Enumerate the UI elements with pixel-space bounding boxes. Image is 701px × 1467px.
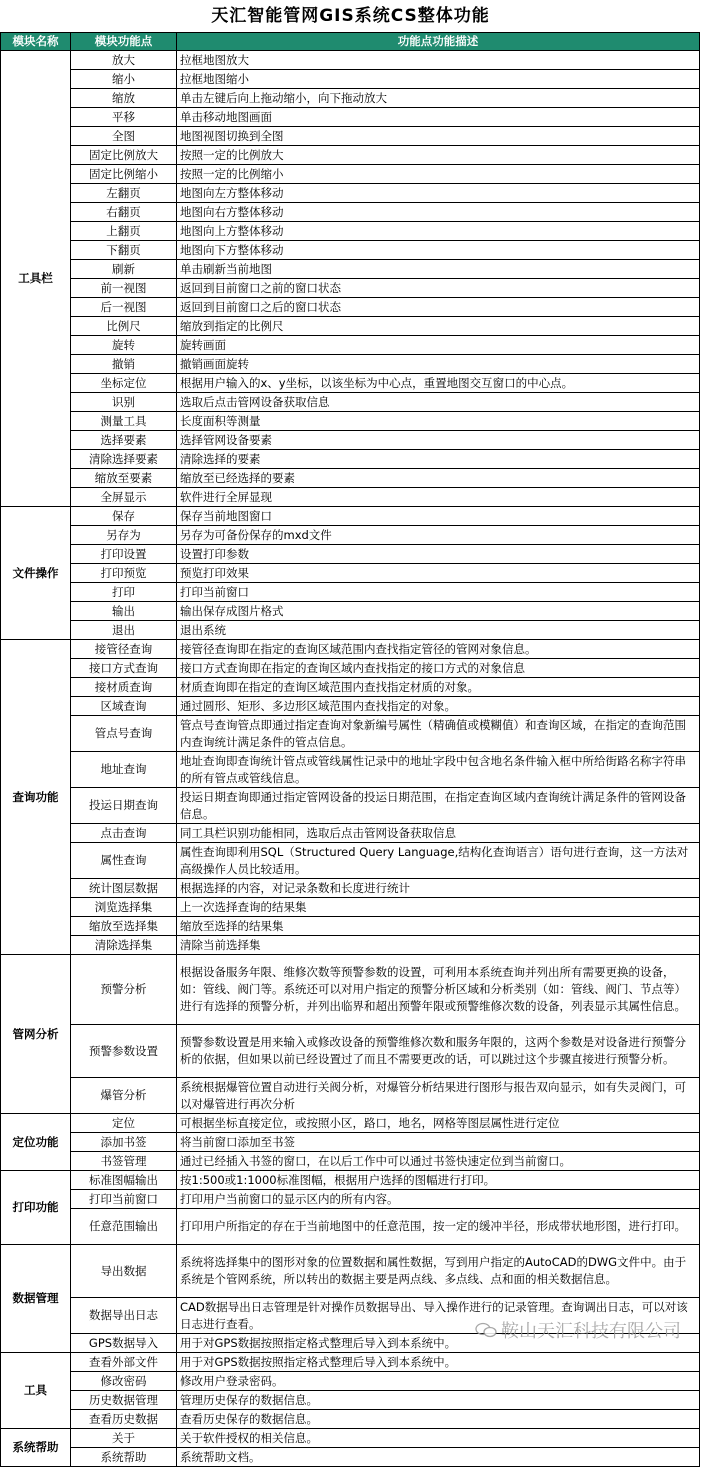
table-row	[1, 1152, 700, 1171]
function-description-cell: 返回到目前窗口之后的窗口状态	[177, 298, 700, 317]
function-point-cell: 比例尺	[71, 317, 177, 336]
header-function: 模块功能点	[71, 33, 177, 51]
table-row	[1, 89, 700, 108]
function-description-cell: 返回到目前窗口之前的窗口状态	[177, 279, 700, 298]
table-row	[1, 824, 700, 843]
function-description-cell: 地图向左方整体移动	[177, 184, 700, 203]
function-point-cell: 打印设置	[71, 545, 177, 564]
function-description-cell: 管点号查询管点即通过指定查询对象新编号属性（精确值或模糊值）和查询区域，在指定的查询范围内查询统计满足条件的管点信息。	[177, 716, 700, 752]
function-description-cell: 缩放至选择的结果集	[177, 917, 700, 936]
function-point-cell: 数据导出日志	[71, 1298, 177, 1334]
function-point-cell: 平移	[71, 108, 177, 127]
function-point-cell: 区域查询	[71, 697, 177, 716]
function-description-cell: 可根据坐标直接定位，或按照小区，路口，地名，网格等图层属性进行定位	[177, 1114, 700, 1133]
function-description-cell: 地图向上方整体移动	[177, 222, 700, 241]
function-description-cell: 同工具栏识别功能相同，选取后点击管网设备获取信息	[177, 824, 700, 843]
module-name-cell: 工具	[1, 1353, 71, 1429]
function-point-cell: 后一视图	[71, 298, 177, 317]
module-name-cell: 打印功能	[1, 1171, 71, 1245]
table-row	[1, 393, 700, 412]
function-description-cell: 拉框地图缩小	[177, 70, 700, 89]
module-name-cell: 工具栏	[1, 51, 71, 507]
function-description-cell: 按照一定的比例放大	[177, 146, 700, 165]
function-description-cell: 上一次选择查询的结果集	[177, 898, 700, 917]
function-description-cell: 预览打印效果	[177, 564, 700, 583]
function-point-cell: 预警分析	[71, 955, 177, 1025]
function-description-cell: 保存当前地图窗口	[177, 507, 700, 526]
function-point-cell: 前一视图	[71, 279, 177, 298]
function-description-cell: 系统帮助文档。	[177, 1448, 700, 1467]
function-point-cell: 点击查询	[71, 824, 177, 843]
function-description-cell: 长度面积等测量	[177, 412, 700, 431]
function-point-cell: 接材质查询	[71, 678, 177, 697]
function-description-cell: 选取后点击管网设备获取信息	[177, 393, 700, 412]
function-point-cell: 撤销	[71, 355, 177, 374]
function-point-cell: 系统帮助	[71, 1448, 177, 1467]
function-description-cell: 通过已经插入书签的窗口，在以后工作中可以通过书签快速定位到当前窗口。	[177, 1152, 700, 1171]
function-point-cell: 打印预览	[71, 564, 177, 583]
table-row	[1, 583, 700, 602]
function-description-cell: 接口方式查询即在指定的查询区域内查找指定的接口方式的对象信息	[177, 659, 700, 678]
function-point-cell: 统计图层数据	[71, 879, 177, 898]
table-row	[1, 431, 700, 450]
function-point-cell: 下翻页	[71, 241, 177, 260]
table-row	[1, 917, 700, 936]
table-row	[1, 640, 700, 659]
table-row	[1, 621, 700, 640]
table-row	[1, 752, 700, 788]
table-row	[1, 564, 700, 583]
table-row	[1, 241, 700, 260]
function-description-cell: 接管径查询即在指定的查询区域范围内查找指定管径的管网对象信息。	[177, 640, 700, 659]
function-description-cell: 拉框地图放大	[177, 51, 700, 70]
function-description-cell: 撤销画面旋转	[177, 355, 700, 374]
table-row	[1, 659, 700, 678]
function-point-cell: 全屏显示	[71, 488, 177, 507]
function-point-cell: 历史数据管理	[71, 1391, 177, 1410]
function-point-cell: 书签管理	[71, 1152, 177, 1171]
function-point-cell: 投运日期查询	[71, 788, 177, 824]
function-description-cell: 投运日期查询即通过指定管网设备的投运日期范围，在指定查询区域内查询统计满足条件的管网设备信息。	[177, 788, 700, 824]
table-row	[1, 1209, 700, 1245]
function-description-cell: 用于对GPS数据按照指定格式整理后导入到本系统中。	[177, 1334, 700, 1353]
table-row	[1, 716, 700, 752]
function-description-cell: 单击刷新当前地图	[177, 260, 700, 279]
module-name-cell: 数据管理	[1, 1245, 71, 1353]
table-row	[1, 1133, 700, 1152]
function-point-cell: 旋转	[71, 336, 177, 355]
function-description-cell: 地图视图切换到全图	[177, 127, 700, 146]
function-description-cell: 按1:500或1:1000标准图幅，根据用户选择的图幅进行打印。	[177, 1171, 700, 1190]
table-row	[1, 697, 700, 716]
table-row	[1, 1078, 700, 1114]
table-row	[1, 843, 700, 879]
table-row	[1, 1372, 700, 1391]
function-description-cell: 根据选择的内容，对记录条数和长度进行统计	[177, 879, 700, 898]
function-description-cell: 退出系统	[177, 621, 700, 640]
function-description-cell: 清除当前选择集	[177, 936, 700, 955]
table-row	[1, 936, 700, 955]
function-description-cell: 设置打印参数	[177, 545, 700, 564]
function-description-cell: 管理历史保存的数据信息。	[177, 1391, 700, 1410]
function-point-cell: 坐标定位	[71, 374, 177, 393]
function-description-cell: 将当前窗口添加至书签	[177, 1133, 700, 1152]
table-row	[1, 70, 700, 89]
table-row	[1, 788, 700, 824]
function-point-cell: 缩放	[71, 89, 177, 108]
table-row	[1, 374, 700, 393]
table-row	[1, 526, 700, 545]
table-row	[1, 184, 700, 203]
function-point-cell: 属性查询	[71, 843, 177, 879]
feature-table	[0, 32, 700, 1467]
function-description-cell: 旋转画面	[177, 336, 700, 355]
function-point-cell: 接管径查询	[71, 640, 177, 659]
function-point-cell: 定位	[71, 1114, 177, 1133]
table-row	[1, 279, 700, 298]
function-description-cell: 软件进行全屏显现	[177, 488, 700, 507]
function-description-cell: 根据设备服务年限、维修次数等预警参数的设置，可利用本系统查询并列出所有需要更换的设备，如：管线、阀门等。系统还可以对用户指定的预警分析区域和分析类别（如：管线、阀门、节点等）进行有选择的预警分析，并列出临界和超出预警年限或预警维修次数的设备，列表显示其属性信息。	[177, 955, 700, 1025]
function-description-cell: 查看历史保存的数据信息。	[177, 1410, 700, 1429]
module-name-cell: 查询功能	[1, 640, 71, 955]
function-description-cell: 修改用户登录密码。	[177, 1372, 700, 1391]
table-row	[1, 879, 700, 898]
table-row	[1, 955, 700, 1025]
table-row	[1, 108, 700, 127]
function-description-cell: 单击左键后向上拖动缩小，向下拖动放大	[177, 89, 700, 108]
table-row	[1, 260, 700, 279]
function-point-cell: 清除选择要素	[71, 450, 177, 469]
module-name-cell: 文件操作	[1, 507, 71, 640]
function-description-cell: 通过圆形、矩形、多边形区域范围内查找指定的对象。	[177, 697, 700, 716]
function-point-cell: 固定比例放大	[71, 146, 177, 165]
table-row	[1, 1190, 700, 1209]
function-point-cell: 保存	[71, 507, 177, 526]
function-point-cell: 识别	[71, 393, 177, 412]
function-point-cell: 任意范围输出	[71, 1209, 177, 1245]
function-point-cell: 预警参数设置	[71, 1025, 177, 1078]
function-point-cell: 清除选择集	[71, 936, 177, 955]
module-name-cell: 管网分析	[1, 955, 71, 1114]
function-description-cell: 材质查询即在指定的查询区域范围内查找指定材质的对象。	[177, 678, 700, 697]
function-point-cell: 查看历史数据	[71, 1410, 177, 1429]
function-point-cell: GPS数据导入	[71, 1334, 177, 1353]
table-row	[1, 469, 700, 488]
function-description-cell: 另存为可备份保存的mxd文件	[177, 526, 700, 545]
watermark-text: 鞍山天汇科技有限公司	[501, 1321, 681, 1342]
table-row	[1, 51, 700, 70]
table-row	[1, 336, 700, 355]
function-description-cell: 缩放至已经选择的要素	[177, 469, 700, 488]
table-row	[1, 602, 700, 621]
table-row	[1, 127, 700, 146]
table-row	[1, 678, 700, 697]
table-row	[1, 1171, 700, 1190]
table-row	[1, 450, 700, 469]
function-point-cell: 放大	[71, 51, 177, 70]
table-row	[1, 507, 700, 526]
table-row	[1, 222, 700, 241]
table-row	[1, 1448, 700, 1467]
chat-bubble-icon	[475, 1322, 497, 1338]
function-point-cell: 左翻页	[71, 184, 177, 203]
function-description-cell: 选择管网设备要素	[177, 431, 700, 450]
function-point-cell: 全图	[71, 127, 177, 146]
function-description-cell: 系统将选择集中的图形对象的位置数据和属性数据，写到用户指定的AutoCAD的DWG文件中。由于系统是个管网系统，所以转出的数据主要是两点线、多点线、点和面的相关数据信息。	[177, 1245, 700, 1298]
function-point-cell: 退出	[71, 621, 177, 640]
table-body	[1, 51, 700, 1467]
function-point-cell: 查看外部文件	[71, 1353, 177, 1372]
page-title: 天汇智能管网GIS系统CS整体功能	[211, 6, 490, 26]
function-description-cell: 缩放到指定的比例尺	[177, 317, 700, 336]
header-description: 功能点功能描述	[177, 33, 700, 51]
table-row	[1, 1410, 700, 1429]
function-description-cell: 预警参数设置是用来输入或修改设备的预警维修次数和服务年限的，这两个参数是对设备进行预警分析的依据，但如果以前已经设置过了而且不需要更改的话，可以跳过这个步骤直接进行预警分析。	[177, 1025, 700, 1078]
function-point-cell: 选择要素	[71, 431, 177, 450]
function-point-cell: 另存为	[71, 526, 177, 545]
function-point-cell: 修改密码	[71, 1372, 177, 1391]
table-row	[1, 412, 700, 431]
function-description-cell: 地图向下方整体移动	[177, 241, 700, 260]
function-point-cell: 管点号查询	[71, 716, 177, 752]
watermark	[475, 1317, 681, 1343]
function-point-cell: 测量工具	[71, 412, 177, 431]
function-point-cell: 打印当前窗口	[71, 1190, 177, 1209]
module-name-cell: 定位功能	[1, 1114, 71, 1171]
function-description-cell: 按照一定的比例缩小	[177, 165, 700, 184]
table-row	[1, 1391, 700, 1410]
function-description-cell: 输出保存成图片格式	[177, 602, 700, 621]
function-description-cell: 属性查询即利用SQL（Structured Query Language,结构化查询语言）语句进行查询，这一方法对高级操作人员比较适用。	[177, 843, 700, 879]
function-point-cell: 打印	[71, 583, 177, 602]
function-description-cell: 打印用户所指定的存在于当前地图中的任意范围，按一定的缓冲半径，形成带状地形图，进行打印。	[177, 1209, 700, 1245]
header-module: 模块名称	[1, 33, 71, 51]
table-row	[1, 203, 700, 222]
function-point-cell: 固定比例缩小	[71, 165, 177, 184]
function-point-cell: 添加书签	[71, 1133, 177, 1152]
function-description-cell: CAD数据导出日志管理是针对操作员数据导出、导入操作进行的记录管理。查询调出日志，可以对该日志进行查看。	[177, 1298, 700, 1334]
function-point-cell: 导出数据	[71, 1245, 177, 1298]
function-point-cell: 右翻页	[71, 203, 177, 222]
function-description-cell: 地址查询即查询统计管点或管线属性记录中的地址字段中包含地名条件输入框中所给街路名称字符串的所有管点或管线信息。	[177, 752, 700, 788]
table-row	[1, 298, 700, 317]
function-point-cell: 缩小	[71, 70, 177, 89]
table-row	[1, 146, 700, 165]
function-point-cell: 缩放至要素	[71, 469, 177, 488]
function-description-cell: 根据用户输入的x、y坐标，以该坐标为中心点，重置地图交互窗口的中心点。	[177, 374, 700, 393]
function-description-cell: 清除选择的要素	[177, 450, 700, 469]
function-point-cell: 爆管分析	[71, 1078, 177, 1114]
function-point-cell: 地址查询	[71, 752, 177, 788]
function-description-cell: 打印用户当前窗口的显示区内的所有内容。	[177, 1190, 700, 1209]
header-row	[1, 33, 700, 51]
table-row	[1, 1353, 700, 1372]
table-row	[1, 1429, 700, 1448]
table-row	[1, 1245, 700, 1298]
table-row	[1, 1025, 700, 1078]
function-description-cell: 系统根据爆管位置自动进行关阀分析，对爆管分析结果进行图形与报告双向显示，如有失灵阀门，可以对爆管进行再次分析	[177, 1078, 700, 1114]
function-description-cell: 单击移动地图画面	[177, 108, 700, 127]
function-point-cell: 刷新	[71, 260, 177, 279]
function-description-cell: 用于对GPS数据按照指定格式整理后导入到本系统中。	[177, 1353, 700, 1372]
function-point-cell: 缩放至选择集	[71, 917, 177, 936]
function-point-cell: 浏览选择集	[71, 898, 177, 917]
table-row	[1, 898, 700, 917]
function-point-cell: 标准图幅输出	[71, 1171, 177, 1190]
table-row	[1, 317, 700, 336]
table-row	[1, 1114, 700, 1133]
table-row	[1, 355, 700, 374]
function-description-cell: 打印当前窗口	[177, 583, 700, 602]
table-row	[1, 165, 700, 184]
function-point-cell: 输出	[71, 602, 177, 621]
function-point-cell: 关于	[71, 1429, 177, 1448]
function-point-cell: 接口方式查询	[71, 659, 177, 678]
function-description-cell: 关于软件授权的相关信息。	[177, 1429, 700, 1448]
function-point-cell: 上翻页	[71, 222, 177, 241]
table-row	[1, 545, 700, 564]
function-description-cell: 地图向右方整体移动	[177, 203, 700, 222]
module-name-cell: 系统帮助	[1, 1429, 71, 1467]
table-row	[1, 488, 700, 507]
